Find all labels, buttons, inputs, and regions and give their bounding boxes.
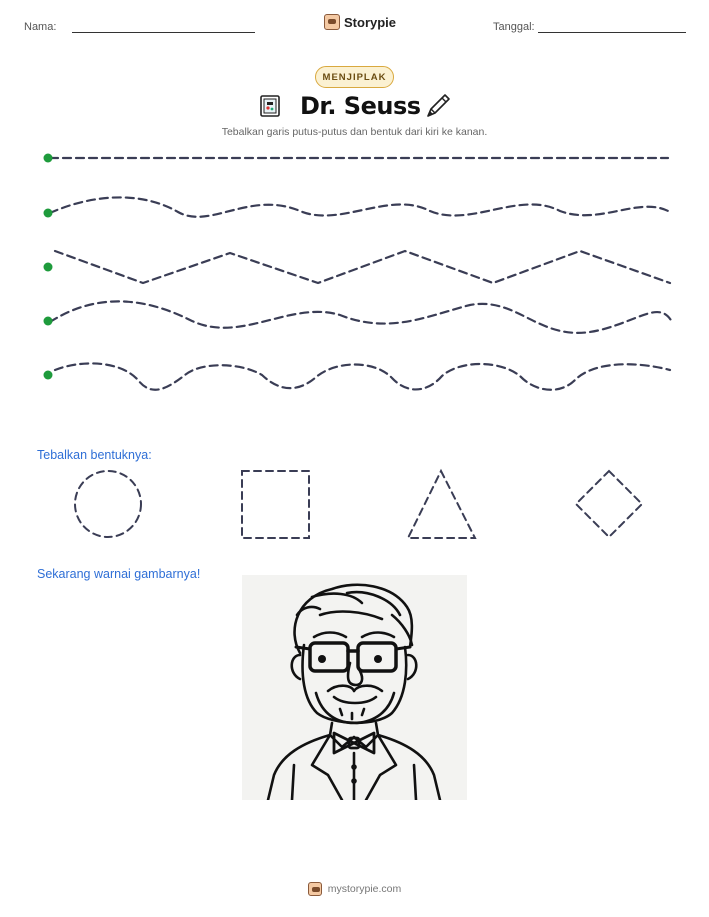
- date-field[interactable]: [538, 32, 686, 33]
- name-field[interactable]: [72, 32, 255, 33]
- trace-line-zigzag: [55, 251, 670, 283]
- tracing-shapes: [0, 460, 709, 550]
- trace-line-large-wave: [50, 301, 672, 332]
- instructions: Tebalkan garis putus-putus dan bentuk dari kiri ke kanan.: [221, 126, 488, 138]
- date-label: Tanggal:: [493, 21, 535, 33]
- page-title: Dr. Seuss: [300, 92, 421, 120]
- trace-line-scallop: [55, 363, 670, 389]
- trace-shape-circle: [75, 471, 141, 537]
- storypie-logo-icon: [308, 882, 322, 896]
- footer-url[interactable]: mystorypie.com: [327, 883, 402, 895]
- color-section-label: Sekarang warnai gambarnya!: [37, 567, 201, 581]
- trace-shape-square: [242, 471, 309, 538]
- trace-shape-triangle: [408, 471, 475, 538]
- start-dot: [44, 263, 53, 272]
- dr-seuss-book-icon: [258, 94, 282, 118]
- footer: [0, 882, 709, 896]
- tracing-lines: [0, 140, 709, 400]
- shapes-section-label: Tebalkan bentuknya:: [37, 448, 152, 462]
- activity-badge: MENJIPLAK: [315, 66, 394, 88]
- start-dot: [44, 371, 53, 380]
- brand-name: Storypie: [344, 14, 397, 30]
- start-dot: [44, 154, 53, 163]
- storypie-logo-icon: [324, 14, 340, 30]
- start-dot: [44, 317, 53, 326]
- storypie-logo: [324, 14, 396, 30]
- trace-line-wave: [50, 197, 670, 216]
- name-label: Nama:: [24, 21, 57, 33]
- dr-seuss-coloring-illustration: [242, 575, 467, 800]
- start-dot: [44, 209, 53, 218]
- pencil-icon: [424, 92, 452, 120]
- trace-shape-diamond: [576, 471, 642, 537]
